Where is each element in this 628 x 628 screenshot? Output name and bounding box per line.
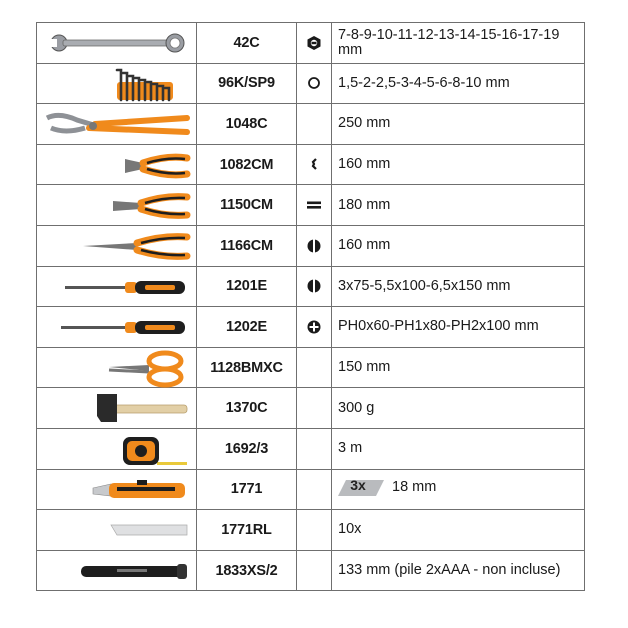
slotted-screw-icon <box>306 278 322 294</box>
size-description: 300 g <box>332 388 585 429</box>
profile-icon-cell <box>297 388 332 429</box>
hex-nut-icon <box>306 35 322 51</box>
table-row <box>37 550 585 591</box>
size-description: 150 mm <box>332 347 585 388</box>
product-code: 1771 <box>197 469 297 510</box>
profile-icon-cell <box>297 144 332 185</box>
tool-image-cell <box>37 469 197 510</box>
size-description: 180 mm <box>332 185 585 226</box>
table-row <box>37 63 585 104</box>
size-description: 10x <box>332 510 585 551</box>
table-row <box>37 347 585 388</box>
utility-knife-image <box>37 470 197 511</box>
spare-blades-image <box>37 510 197 551</box>
slotted-screwdriver-image <box>37 267 197 308</box>
size-description-text: 18 mm <box>392 478 437 495</box>
combination-wrench-image <box>37 23 197 64</box>
table-row <box>37 469 585 510</box>
tool-image-cell <box>37 388 197 429</box>
size-description: 160 mm <box>332 225 585 266</box>
hex-key-set-image <box>37 64 197 105</box>
slotted-screw-icon <box>306 238 322 254</box>
table-row <box>37 388 585 429</box>
tool-image-cell <box>37 266 197 307</box>
table-row <box>37 185 585 226</box>
profile-icon-cell <box>297 469 332 510</box>
diagonal-cutters-image <box>37 145 197 186</box>
long-nose-pliers-image <box>37 226 197 267</box>
quantity-badge-label: 3x <box>350 477 366 494</box>
size-description: 133 mm (pile 2xAAA - non incluse) <box>332 550 585 591</box>
table-row <box>37 307 585 348</box>
size-description: 1,5-2-2,5-3-4-5-6-8-10 mm <box>332 63 585 104</box>
product-code: 1166CM <box>197 225 297 266</box>
profile-icon-cell <box>297 185 332 226</box>
table-row <box>37 104 585 145</box>
profile-icon-cell <box>297 510 332 551</box>
size-description: PH0x60-PH1x80-PH2x100 mm <box>332 307 585 348</box>
product-code: 1128BMXC <box>197 347 297 388</box>
product-code: 1082CM <box>197 144 297 185</box>
flashlight-image <box>37 551 197 592</box>
profile-icon-cell <box>297 307 332 348</box>
tool-image-cell <box>37 428 197 469</box>
size-description <box>332 469 585 510</box>
tool-image-cell <box>37 185 197 226</box>
tool-image-cell <box>37 347 197 388</box>
hammer-image <box>37 388 197 429</box>
profile-icon-cell <box>297 23 332 64</box>
electrician-scissors-image <box>37 348 197 389</box>
product-code: 1150CM <box>197 185 297 226</box>
size-description: 3x75-5,5x100-6,5x150 mm <box>332 266 585 307</box>
phillips-screw-icon <box>306 319 322 335</box>
product-code: 1201E <box>197 266 297 307</box>
product-code: 1370C <box>197 388 297 429</box>
tool-image-cell <box>37 510 197 551</box>
size-description: 7-8-9-10-11-12-13-14-15-16-17-19 mm <box>332 23 585 64</box>
size-description: 3 m <box>332 428 585 469</box>
tape-measure-image <box>37 429 197 470</box>
quantity-badge <box>338 476 384 498</box>
tool-image-cell <box>37 550 197 591</box>
size-description: 250 mm <box>332 104 585 145</box>
table-row <box>37 266 585 307</box>
diagonal-cutter-jaw-icon <box>306 156 322 172</box>
profile-icon-cell <box>297 104 332 145</box>
tool-image-cell <box>37 144 197 185</box>
flat-jaw-icon <box>306 197 322 213</box>
product-code: 1833XS/2 <box>197 550 297 591</box>
phillips-screwdriver-image <box>37 307 197 348</box>
table-row <box>37 144 585 185</box>
product-code: 96K/SP9 <box>197 63 297 104</box>
table-row <box>37 428 585 469</box>
size-description: 160 mm <box>332 144 585 185</box>
product-code: 1771RL <box>197 510 297 551</box>
product-code: 1048C <box>197 104 297 145</box>
profile-icon-cell <box>297 428 332 469</box>
tool-kit-table <box>36 22 585 591</box>
profile-icon-cell <box>297 266 332 307</box>
product-code: 1692/3 <box>197 428 297 469</box>
table-row <box>37 225 585 266</box>
profile-icon-cell <box>297 347 332 388</box>
tool-image-cell <box>37 63 197 104</box>
table-row <box>37 510 585 551</box>
tool-image-cell <box>37 23 197 64</box>
product-code: 42C <box>197 23 297 64</box>
profile-icon-cell <box>297 550 332 591</box>
product-code: 1202E <box>197 307 297 348</box>
tool-image-cell <box>37 307 197 348</box>
profile-icon-cell <box>297 63 332 104</box>
tool-image-cell <box>37 104 197 145</box>
table-row <box>37 23 585 64</box>
combination-pliers-image <box>37 185 197 226</box>
ring-icon <box>306 75 322 91</box>
tool-image-cell <box>37 225 197 266</box>
water-pump-pliers-image <box>37 104 197 145</box>
profile-icon-cell <box>297 225 332 266</box>
